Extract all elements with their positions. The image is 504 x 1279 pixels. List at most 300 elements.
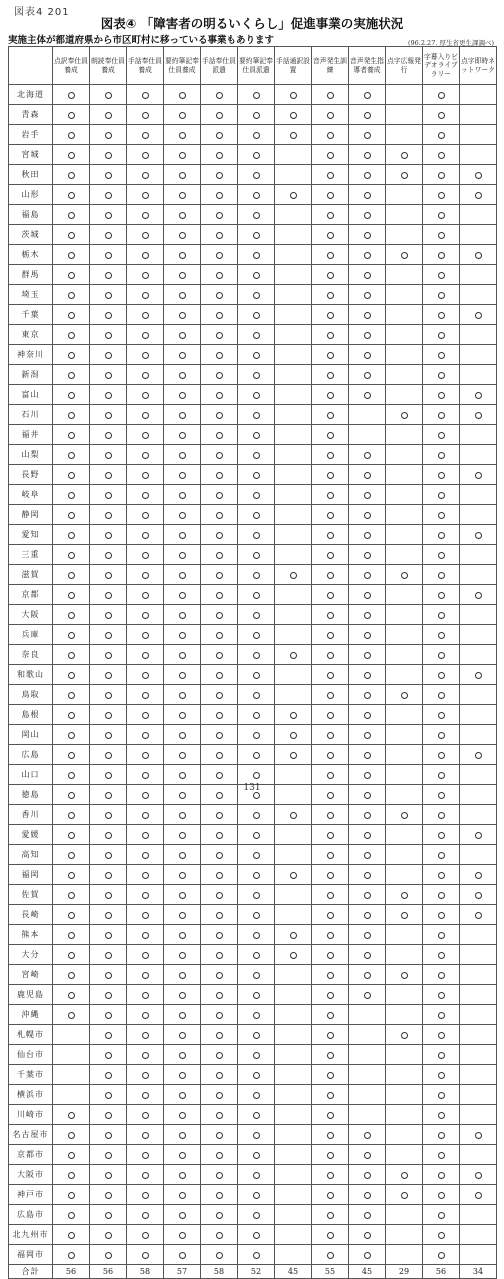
mark-cell — [312, 205, 349, 225]
mark-cell — [90, 485, 127, 505]
mark-cell — [349, 845, 386, 865]
mark-cell — [312, 1225, 349, 1245]
mark-cell — [386, 205, 423, 225]
mark-cell — [312, 1205, 349, 1225]
mark-cell — [201, 645, 238, 665]
mark-cell — [53, 465, 90, 485]
mark-cell — [127, 545, 164, 565]
circle-mark-icon — [105, 952, 112, 959]
circle-mark-icon — [105, 632, 112, 639]
circle-mark-icon — [364, 592, 371, 599]
circle-mark-icon — [475, 592, 482, 599]
circle-mark-icon — [216, 512, 223, 519]
circle-mark-icon — [179, 1072, 186, 1079]
mark-cell — [201, 945, 238, 965]
circle-mark-icon — [253, 212, 260, 219]
circle-mark-icon — [68, 852, 75, 859]
circle-mark-icon — [68, 432, 75, 439]
mark-cell — [238, 205, 275, 225]
circle-mark-icon — [438, 552, 445, 559]
mark-cell — [53, 905, 90, 925]
circle-mark-icon — [216, 792, 223, 799]
mark-cell — [238, 1245, 275, 1265]
total-cell: 57 — [164, 1265, 201, 1279]
mark-cell — [53, 925, 90, 945]
mark-cell — [127, 385, 164, 405]
mark-cell — [164, 805, 201, 825]
mark-cell — [349, 165, 386, 185]
mark-cell — [386, 345, 423, 365]
circle-mark-icon — [142, 152, 149, 159]
circle-mark-icon — [475, 752, 482, 759]
mark-cell — [238, 345, 275, 365]
circle-mark-icon — [68, 732, 75, 739]
mark-cell — [460, 85, 497, 105]
circle-mark-icon — [68, 792, 75, 799]
circle-mark-icon — [179, 372, 186, 379]
circle-mark-icon — [290, 192, 297, 199]
mark-cell — [275, 1025, 312, 1045]
circle-mark-icon — [142, 192, 149, 199]
total-cell: 45 — [275, 1265, 312, 1279]
mark-cell — [90, 1245, 127, 1265]
circle-mark-icon — [142, 792, 149, 799]
circle-mark-icon — [105, 612, 112, 619]
mark-cell — [238, 945, 275, 965]
mark-cell — [275, 1165, 312, 1185]
mark-cell — [423, 1165, 460, 1185]
circle-mark-icon — [438, 252, 445, 259]
circle-mark-icon — [364, 452, 371, 459]
circle-mark-icon — [68, 1012, 75, 1019]
mark-cell — [349, 925, 386, 945]
circle-mark-icon — [438, 1112, 445, 1119]
mark-cell — [127, 425, 164, 445]
mark-cell — [164, 645, 201, 665]
table-row — [9, 465, 497, 485]
circle-mark-icon — [142, 772, 149, 779]
mark-cell — [275, 925, 312, 945]
circle-mark-icon — [438, 352, 445, 359]
mark-cell — [312, 825, 349, 845]
mark-cell — [460, 365, 497, 385]
mark-cell — [275, 505, 312, 525]
circle-mark-icon — [327, 1172, 334, 1179]
circle-mark-icon — [68, 772, 75, 779]
row-label: 沖縄 — [9, 1005, 53, 1025]
circle-mark-icon — [253, 92, 260, 99]
row-label: 京都 — [9, 585, 53, 605]
circle-mark-icon — [475, 472, 482, 479]
mark-cell — [164, 1245, 201, 1265]
mark-cell — [127, 285, 164, 305]
mark-cell — [275, 345, 312, 365]
circle-mark-icon — [105, 892, 112, 899]
circle-mark-icon — [253, 612, 260, 619]
mark-cell — [238, 545, 275, 565]
mark-cell — [201, 825, 238, 845]
mark-cell — [312, 85, 349, 105]
mark-cell — [238, 705, 275, 725]
mark-cell — [90, 985, 127, 1005]
circle-mark-icon — [105, 1172, 112, 1179]
circle-mark-icon — [142, 812, 149, 819]
circle-mark-icon — [438, 452, 445, 459]
table-row — [9, 1105, 497, 1125]
circle-mark-icon — [179, 872, 186, 879]
mark-cell — [127, 1085, 164, 1105]
mark-cell — [90, 1045, 127, 1065]
mark-cell — [349, 705, 386, 725]
circle-mark-icon — [216, 572, 223, 579]
mark-cell — [423, 505, 460, 525]
mark-cell — [53, 485, 90, 505]
circle-mark-icon — [179, 812, 186, 819]
total-cell: 45 — [349, 1265, 386, 1279]
circle-mark-icon — [68, 912, 75, 919]
col-header: 音声発生訓練 — [312, 47, 349, 85]
table-row — [9, 1205, 497, 1225]
mark-cell — [386, 525, 423, 545]
circle-mark-icon — [253, 1192, 260, 1199]
row-label: 横浜市 — [9, 1085, 53, 1105]
circle-mark-icon — [327, 312, 334, 319]
mark-cell — [164, 725, 201, 745]
mark-cell — [349, 1085, 386, 1105]
mark-cell — [127, 245, 164, 265]
circle-mark-icon — [105, 1252, 112, 1259]
circle-mark-icon — [364, 212, 371, 219]
circle-mark-icon — [142, 1112, 149, 1119]
circle-mark-icon — [105, 832, 112, 839]
mark-cell — [164, 585, 201, 605]
circle-mark-icon — [438, 792, 445, 799]
circle-mark-icon — [327, 732, 334, 739]
circle-mark-icon — [142, 892, 149, 899]
mark-cell — [90, 905, 127, 925]
mark-cell — [423, 1225, 460, 1245]
table-row — [9, 665, 497, 685]
circle-mark-icon — [105, 492, 112, 499]
mark-cell — [127, 665, 164, 685]
circle-mark-icon — [179, 232, 186, 239]
mark-cell — [275, 1145, 312, 1165]
row-label: 秋田 — [9, 165, 53, 185]
mark-cell — [53, 1005, 90, 1025]
mark-cell — [90, 765, 127, 785]
circle-mark-icon — [105, 792, 112, 799]
mark-cell — [127, 485, 164, 505]
mark-cell — [90, 465, 127, 485]
circle-mark-icon — [253, 1132, 260, 1139]
circle-mark-icon — [68, 112, 75, 119]
total-cell: 58 — [127, 1265, 164, 1279]
mark-cell — [53, 305, 90, 325]
mark-cell — [386, 1025, 423, 1045]
mark-cell — [312, 1245, 349, 1265]
circle-mark-icon — [105, 992, 112, 999]
circle-mark-icon — [253, 1072, 260, 1079]
circle-mark-icon — [142, 112, 149, 119]
circle-mark-icon — [327, 292, 334, 299]
implementation-table — [8, 46, 497, 1279]
mark-cell — [53, 1185, 90, 1205]
mark-cell — [460, 585, 497, 605]
circle-mark-icon — [327, 712, 334, 719]
circle-mark-icon — [105, 752, 112, 759]
circle-mark-icon — [179, 452, 186, 459]
mark-cell — [275, 205, 312, 225]
circle-mark-icon — [142, 392, 149, 399]
mark-cell — [127, 865, 164, 885]
circle-mark-icon — [290, 872, 297, 879]
mark-cell — [53, 605, 90, 625]
mark-cell — [423, 1185, 460, 1205]
mark-cell — [53, 885, 90, 905]
circle-mark-icon — [142, 1072, 149, 1079]
mark-cell — [238, 765, 275, 785]
row-label: 鳥取 — [9, 685, 53, 705]
circle-mark-icon — [105, 1132, 112, 1139]
row-label: 北海道 — [9, 85, 53, 105]
circle-mark-icon — [179, 592, 186, 599]
circle-mark-icon — [216, 812, 223, 819]
mark-cell — [53, 825, 90, 845]
circle-mark-icon — [216, 252, 223, 259]
mark-cell — [201, 245, 238, 265]
circle-mark-icon — [142, 252, 149, 259]
circle-mark-icon — [68, 672, 75, 679]
circle-mark-icon — [327, 1072, 334, 1079]
circle-mark-icon — [179, 1192, 186, 1199]
mark-cell — [386, 685, 423, 705]
circle-mark-icon — [142, 632, 149, 639]
circle-mark-icon — [68, 152, 75, 159]
total-cell: 29 — [386, 1265, 423, 1279]
circle-mark-icon — [364, 732, 371, 739]
circle-mark-icon — [105, 852, 112, 859]
mark-cell — [386, 325, 423, 345]
mark-cell — [349, 425, 386, 445]
mark-cell — [201, 1225, 238, 1245]
row-label: 仙台市 — [9, 1045, 53, 1065]
mark-cell — [53, 1165, 90, 1185]
circle-mark-icon — [327, 1232, 334, 1239]
row-label: 奈良 — [9, 645, 53, 665]
circle-mark-icon — [216, 732, 223, 739]
circle-mark-icon — [475, 832, 482, 839]
mark-cell — [90, 725, 127, 745]
circle-mark-icon — [475, 312, 482, 319]
mark-cell — [312, 1065, 349, 1085]
mark-cell — [164, 285, 201, 305]
mark-cell — [275, 1225, 312, 1245]
table-row — [9, 545, 497, 565]
circle-mark-icon — [216, 112, 223, 119]
circle-mark-icon — [216, 1012, 223, 1019]
mark-cell — [164, 1085, 201, 1105]
mark-cell — [386, 305, 423, 325]
row-label: 香川 — [9, 805, 53, 825]
circle-mark-icon — [179, 152, 186, 159]
mark-cell — [349, 1125, 386, 1145]
mark-cell — [460, 1125, 497, 1145]
mark-cell — [53, 765, 90, 785]
mark-cell — [164, 565, 201, 585]
circle-mark-icon — [68, 452, 75, 459]
circle-mark-icon — [142, 352, 149, 359]
circle-mark-icon — [438, 812, 445, 819]
circle-mark-icon — [438, 1032, 445, 1039]
mark-cell — [164, 965, 201, 985]
circle-mark-icon — [327, 232, 334, 239]
mark-cell — [127, 565, 164, 585]
mark-cell — [349, 885, 386, 905]
mark-cell — [349, 365, 386, 385]
mark-cell — [164, 525, 201, 545]
circle-mark-icon — [105, 472, 112, 479]
mark-cell — [460, 105, 497, 125]
circle-mark-icon — [438, 832, 445, 839]
circle-mark-icon — [216, 1232, 223, 1239]
mark-cell — [127, 885, 164, 905]
circle-mark-icon — [327, 172, 334, 179]
circle-mark-icon — [327, 592, 334, 599]
circle-mark-icon — [68, 1112, 75, 1119]
mark-cell — [386, 265, 423, 285]
circle-mark-icon — [179, 1132, 186, 1139]
circle-mark-icon — [216, 1172, 223, 1179]
mark-cell — [460, 305, 497, 325]
row-label: 岐阜 — [9, 485, 53, 505]
circle-mark-icon — [327, 612, 334, 619]
circle-mark-icon — [142, 432, 149, 439]
mark-cell — [201, 665, 238, 685]
circle-mark-icon — [179, 1212, 186, 1219]
circle-mark-icon — [68, 1232, 75, 1239]
mark-cell — [90, 445, 127, 465]
row-label: 川崎市 — [9, 1105, 53, 1125]
circle-mark-icon — [216, 1252, 223, 1259]
mark-cell — [460, 1065, 497, 1085]
circle-mark-icon — [142, 852, 149, 859]
mark-cell — [349, 1025, 386, 1045]
mark-cell — [90, 665, 127, 685]
mark-cell — [164, 925, 201, 945]
circle-mark-icon — [105, 132, 112, 139]
circle-mark-icon — [290, 812, 297, 819]
circle-mark-icon — [438, 912, 445, 919]
mark-cell — [90, 325, 127, 345]
table-row — [9, 765, 497, 785]
mark-cell — [275, 585, 312, 605]
mark-cell — [164, 505, 201, 525]
circle-mark-icon — [179, 512, 186, 519]
mark-cell — [127, 1125, 164, 1145]
mark-cell — [90, 545, 127, 565]
table-row — [9, 485, 497, 505]
circle-mark-icon — [364, 1252, 371, 1259]
mark-cell — [460, 625, 497, 645]
mark-cell — [275, 965, 312, 985]
circle-mark-icon — [290, 712, 297, 719]
circle-mark-icon — [290, 952, 297, 959]
mark-cell — [127, 185, 164, 205]
circle-mark-icon — [253, 432, 260, 439]
circle-mark-icon — [216, 352, 223, 359]
mark-cell — [90, 185, 127, 205]
circle-mark-icon — [475, 392, 482, 399]
circle-mark-icon — [364, 492, 371, 499]
mark-cell — [312, 105, 349, 125]
mark-cell — [386, 865, 423, 885]
row-label: 栃木 — [9, 245, 53, 265]
row-label: 徳島 — [9, 785, 53, 805]
mark-cell — [201, 625, 238, 645]
table-row — [9, 405, 497, 425]
circle-mark-icon — [216, 552, 223, 559]
circle-mark-icon — [105, 252, 112, 259]
circle-mark-icon — [68, 872, 75, 879]
circle-mark-icon — [327, 552, 334, 559]
circle-mark-icon — [438, 432, 445, 439]
circle-mark-icon — [179, 552, 186, 559]
mark-cell — [127, 1225, 164, 1245]
mark-cell — [349, 305, 386, 325]
mark-cell — [423, 1245, 460, 1265]
circle-mark-icon — [253, 332, 260, 339]
mark-cell — [201, 285, 238, 305]
circle-mark-icon — [179, 1252, 186, 1259]
circle-mark-icon — [68, 1252, 75, 1259]
table-row — [9, 85, 497, 105]
mark-cell — [164, 845, 201, 865]
table-row — [9, 285, 497, 305]
mark-cell — [127, 85, 164, 105]
circle-mark-icon — [438, 732, 445, 739]
mark-cell — [312, 445, 349, 465]
circle-mark-icon — [438, 172, 445, 179]
circle-mark-icon — [142, 552, 149, 559]
circle-mark-icon — [253, 652, 260, 659]
mark-cell — [386, 405, 423, 425]
mark-cell — [423, 925, 460, 945]
circle-mark-icon — [68, 352, 75, 359]
circle-mark-icon — [253, 272, 260, 279]
circle-mark-icon — [253, 1152, 260, 1159]
mark-cell — [386, 965, 423, 985]
circle-mark-icon — [216, 932, 223, 939]
circle-mark-icon — [142, 232, 149, 239]
circle-mark-icon — [142, 1012, 149, 1019]
mark-cell — [423, 385, 460, 405]
circle-mark-icon — [438, 692, 445, 699]
mark-cell — [164, 145, 201, 165]
mark-cell — [90, 505, 127, 525]
circle-mark-icon — [105, 1012, 112, 1019]
circle-mark-icon — [216, 312, 223, 319]
mark-cell — [423, 705, 460, 725]
row-label: 山口 — [9, 765, 53, 785]
mark-cell — [349, 265, 386, 285]
col-header: 手話奉仕員養成 — [127, 47, 164, 85]
mark-cell — [312, 225, 349, 245]
circle-mark-icon — [68, 492, 75, 499]
mark-cell — [460, 1145, 497, 1165]
mark-cell — [312, 165, 349, 185]
mark-cell — [312, 1185, 349, 1205]
circle-mark-icon — [364, 192, 371, 199]
